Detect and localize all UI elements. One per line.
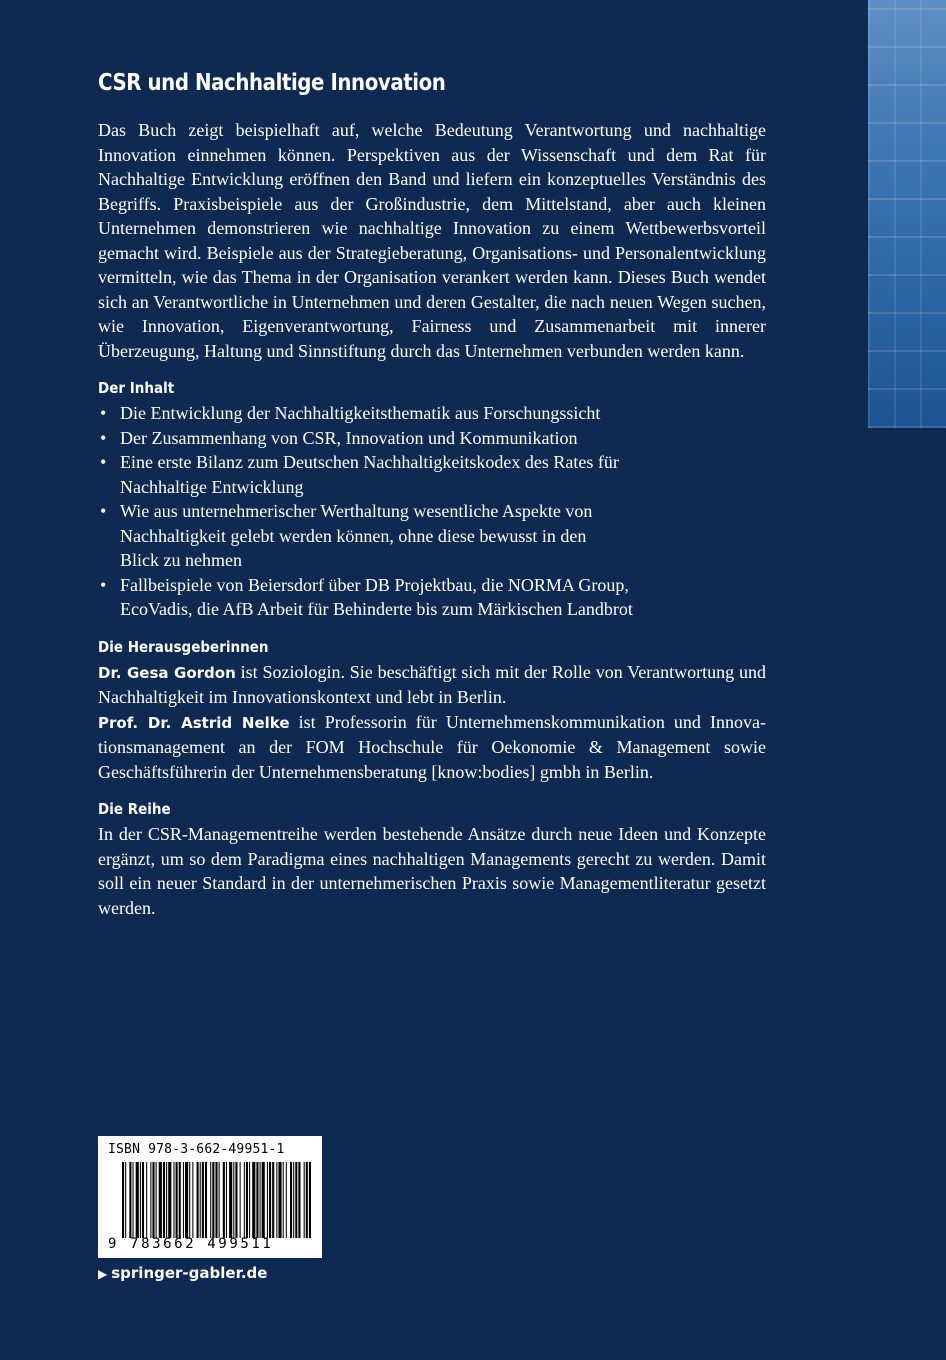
editors-heading: Die Herausgeberinnen: [98, 637, 269, 656]
barcode-bar: [229, 1162, 232, 1238]
barcode-bar: [173, 1162, 174, 1238]
barcode-bar: [244, 1162, 245, 1238]
barcode-bar: [252, 1162, 255, 1238]
barcode-bar: [168, 1162, 171, 1238]
barcode-bar: [256, 1162, 258, 1238]
series-description: In der CSR-Managementreihe werden bestehende Ansätze durch neue Ideen und Konzepte ergänzt, um so dem Paradigma eines nachhaltigen Managements gerecht zu werden. Damit soll ein neuer Standard in der unternehmerischen Praxis sowie Managementliteratur gesetzt werden.: [98, 824, 766, 918]
barcode-bar: [219, 1162, 220, 1238]
barcode-bar: [306, 1162, 308, 1238]
bullet-dot-icon: •: [100, 427, 107, 448]
barcode-bar: [125, 1162, 126, 1238]
barcode-bar: [298, 1162, 300, 1238]
building-facade-image: [868, 0, 946, 428]
bullet-dot-icon: •: [100, 403, 107, 423]
barcode-bar: [223, 1162, 225, 1238]
barcode-bar: [129, 1162, 131, 1238]
barcode-bar: [133, 1162, 134, 1238]
contents-heading: Der Inhalt: [98, 379, 175, 397]
barcode-bar: [192, 1162, 193, 1238]
bullet-dot-icon: •: [100, 452, 107, 472]
barcode-bar: [202, 1162, 204, 1238]
publisher-url[interactable]: [98, 1264, 267, 1282]
barcode-bar: [122, 1162, 124, 1238]
barcode-bar: [163, 1162, 165, 1238]
isbn-number: ISBN 978-3-662-49951-1: [108, 1142, 285, 1157]
list-item: [98, 450, 766, 499]
book-title: CSR und Nachhaltige Innovation: [98, 70, 446, 96]
barcode-bar: [278, 1162, 281, 1238]
list-item-text: Wie aus unternehmerischer Werthaltung wesentliche Aspekte von Nachhaltigkeit gelebt werden können, ohne diese bewusst in den Blick zu nehmen: [120, 501, 593, 570]
back-cover-content: [98, 70, 766, 920]
barcode-bar: [176, 1162, 178, 1238]
barcode-bar: [286, 1162, 287, 1238]
barcode-bar: [235, 1162, 237, 1238]
barcode-bar: [267, 1162, 268, 1238]
barcode-bar: [304, 1162, 305, 1238]
barcode-bar: [272, 1162, 274, 1238]
barcode-bar: [226, 1162, 227, 1238]
barcode-bar: [240, 1162, 241, 1238]
barcode-bar: [233, 1162, 234, 1238]
barcode-bar: [260, 1162, 261, 1238]
barcode-bar: [262, 1162, 265, 1238]
triangle-right-icon: ▶: [98, 1267, 108, 1281]
bullet-dot-icon: •: [100, 501, 107, 521]
barcode-bar: [283, 1162, 284, 1238]
barcode-bar: [246, 1162, 248, 1238]
barcode-bar: [249, 1162, 250, 1238]
editor-bio-text: ist Soziologin. Sie beschäftigt sich mit der Rolle von Verantwortung und Nachhaltigkeit im Innovationskontext und lebt in Berlin.: [98, 661, 766, 707]
barcode-bars: [122, 1162, 312, 1238]
barcode-bar: [276, 1162, 277, 1238]
list-item: [98, 426, 766, 451]
barcode-bar: [179, 1162, 181, 1238]
isbn-barcode: [98, 1136, 322, 1258]
editor-bio-text: ist Professorin für Unternehmenskommunikation und Innovationsmanagement an der FOM Hochschule für Oekonomie & Management sowie Geschäftsführerin der Unternehmensberatung [know:bodies] gmbh in Berlin.: [98, 711, 767, 782]
barcode-bar: [200, 1162, 201, 1238]
barcode-bar: [185, 1162, 188, 1238]
barcode-bar: [159, 1162, 162, 1238]
list-item-text: Die Entwicklung der Nachhaltigkeitsthematik aus Forschungssicht: [120, 403, 601, 423]
editor-name: Prof. Dr. Astrid Nelke: [98, 713, 290, 732]
publisher-url-text: springer-gabler.de: [111, 1264, 268, 1282]
contents-list: [98, 401, 766, 622]
barcode-bar: [189, 1162, 190, 1238]
bullet-dot-icon: •: [100, 574, 107, 595]
barcode-bar: [166, 1162, 167, 1238]
barcode-bar: [156, 1162, 157, 1238]
barcode-bar: [183, 1162, 184, 1238]
barcode-digits: 9 783662 499511: [108, 1236, 274, 1252]
editor-bio-nelke: [98, 710, 766, 785]
barcode-bar: [290, 1162, 292, 1238]
barcode-bar: [142, 1162, 144, 1238]
barcode-bar: [152, 1162, 154, 1238]
barcode-bar: [215, 1162, 217, 1238]
barcode-bar: [212, 1162, 214, 1238]
editor-bio-gordon: [98, 660, 766, 710]
book-description: Das Buch zeigt beispielhaft auf, welche Bedeutung Verantwortung und nachhaltige Innovation einnehmen können. Perspektiven aus der Wissenschaft und dem Rat für Nachhaltige Entwicklung eröffnen den Band und liefern ein konzeptuelles Verständnis des Begriffs. Praxisbeispiele aus der Großindustrie, dem Mittelstand, aber auch kleinen Unternehmen demonstrieren wie nachhaltige Innovation zu einem Wettbewerbsvorteil gemacht wird. Beispiele aus der Strategieberatung, Organisations- und Personalentwicklung vermitteln, wie das Thema in der Organisation verankert werden kann. Dieses Buch wendet sich an Verantwortliche in Unternehmen und deren Gestalter, die nach neuen Wegen suchen, wie Innovation, Eigenverantwortung, Fairness und Zusammenarbeit mit innerer Überzeugung, Haltung und Sinnstiftung durch das Unternehmen verbunden werden kann.: [98, 120, 766, 361]
list-item-text: Der Zusammenhang von CSR, Innovation und Kommunikation: [120, 427, 578, 448]
list-item-text: Fallbeispiele von Beiersdorf über DB Projektbau, die NORMA Group, EcoVadis, die AfB Arbeit für Behinderte bis zum Märkischen Landbrot: [120, 574, 633, 619]
barcode-bar: [295, 1162, 297, 1238]
editor-name: Dr. Gesa Gordon: [98, 663, 236, 682]
barcode-bar: [146, 1162, 147, 1238]
barcode-bar: [150, 1162, 151, 1238]
barcode-bar: [136, 1162, 139, 1238]
series-heading: Die Reihe: [98, 800, 171, 818]
list-item: [98, 401, 766, 426]
barcode-bar: [309, 1162, 311, 1238]
barcode-bar: [197, 1162, 199, 1238]
barcode-bar: [269, 1162, 271, 1238]
list-item-text: Eine erste Bilanz zum Deutschen Nachhaltigkeitskodex des Rates für Nachhaltige Entwicklung: [120, 452, 619, 497]
barcode-bar: [140, 1162, 141, 1238]
list-item: [98, 499, 766, 573]
barcode-bar: [210, 1162, 211, 1238]
barcode-bar: [293, 1162, 294, 1238]
list-item: [98, 573, 766, 622]
barcode-bar: [205, 1162, 207, 1238]
